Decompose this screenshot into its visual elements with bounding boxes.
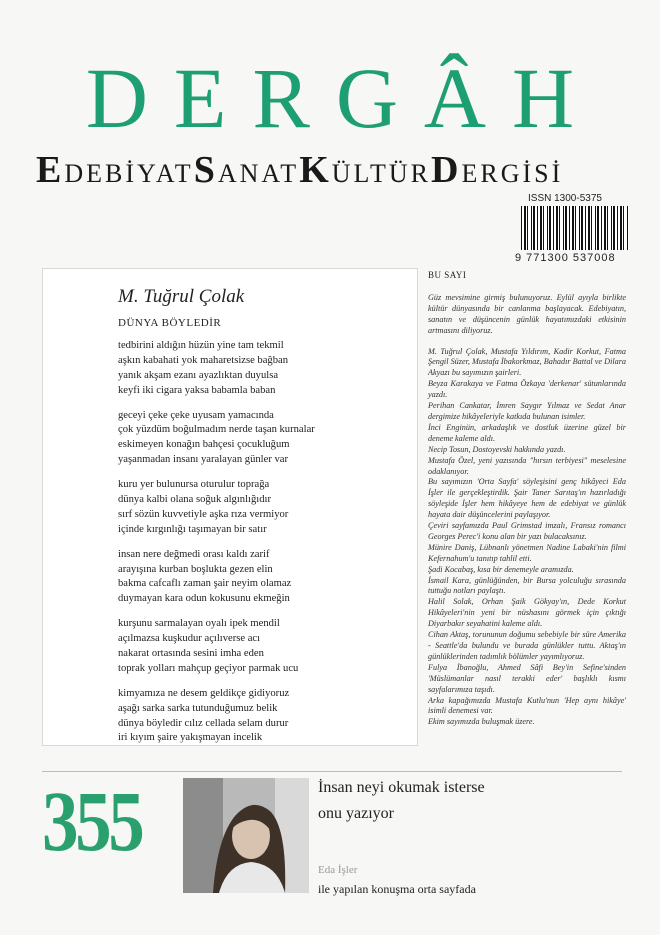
poem-line: çok yüzdüm boğulmadım nerde taşan kurnalar <box>118 424 315 436</box>
contents-item: Arka kapağımızda Mustafa Kutlu'nun 'Hep aynı hikâye' isimli denemesi var. <box>428 695 626 716</box>
contents-item: Halil Solak, Orhan Şaik Gökyay'ın, Dede Korkut Hikâyeleri'nin yeni bir nüshasını görmek için çıktığı Diyarbakır seyahatini kaleme aldı. <box>428 597 626 629</box>
issn-label: ISSN 1300-5375 <box>528 193 602 204</box>
subtitle-word: ANAT <box>217 159 300 188</box>
contents-list <box>428 347 626 729</box>
contents-item: Şadi Kocabaş, kısa bir denemeyle aramızda. <box>428 564 574 574</box>
poem-line: kuru yer bulunursa oturulur toprağa <box>118 479 270 491</box>
poet-name: M. Tuğrul Çolak <box>118 286 245 307</box>
contents-item: Münire Daniş, Lübnanlı yönetmen Nadine Labaki'nin filmi Kefernahum'u tanıtıp tahlil etti. <box>428 542 626 563</box>
poem-line: tedbirini aldığın hüzün yine tam tekmil <box>118 340 284 351</box>
cover-tagline: onu yazıyor <box>318 805 394 822</box>
masthead-subtitle <box>36 148 626 192</box>
poem-line: sırf sözün kuvvetiyle aşka rıza vermiyor <box>118 508 289 520</box>
poem-title: DÜNYA BÖYLEDİR <box>118 317 222 329</box>
poem-stanza <box>118 548 410 608</box>
contents-item: İsmail Kara, günlüğünden, bir Bursa yolculuğu sırasında tuttuğu notları paylaştı. <box>428 575 626 596</box>
contents-item: Mustafa Özel, yeni yazısında "hırsın terbiyesi" meselesine odaklanıyor. <box>428 455 626 476</box>
poem-line: içinde kırgınlığı taşımayan bir satır <box>118 523 267 535</box>
contents-column <box>428 270 626 728</box>
portrait-image-icon <box>183 778 309 893</box>
poem-line: eskimeyen konağın bahçesi çocukluğum <box>118 439 290 451</box>
interview-note: ile yapılan konuşma orta sayfada <box>318 882 476 896</box>
poem-line: keyfi iki cigara yaksa babamla baban <box>118 384 276 396</box>
poem-line: toprak yolları mahçup geçiyor parmak ucu <box>118 662 299 674</box>
contents-item: Beyza Karakaya ve Fatma Özkaya 'derkenar' sütunlarında yazdı. <box>428 379 626 400</box>
contents-item: Cihan Aktaş, torununun doğumu sebebiyle bir süre Amerika - Seattle'da bulundu ve burada günlükler tuttu. Aktaş'ın günlüklerinden tadımlık bölümler yayımlıyoruz. <box>428 630 626 661</box>
poem-line: arayışına kurban boşlukta gezen elin <box>118 563 273 575</box>
contents-item: Necip Tosun, Dostoyevski hakkında yazdı. <box>428 444 566 454</box>
subtitle-initial: E <box>36 149 65 191</box>
poem-line: aşkın kabahati yok maharetsizse bağban <box>118 354 289 366</box>
poem-stanza <box>118 478 410 538</box>
contents-item: Perihan Cankatar, İmren Saygır Yılmaz ve Sedat Anar dergimize hikâyeleriyle katkıda bulunan isimler. <box>428 401 626 421</box>
subtitle-initial: S <box>193 149 218 191</box>
contents-item: Çeviri sayfamızda Paul Grimstad imzalı, Fransız romancı Georges Perec'i konu alan bir yazı bulacaksınız. <box>428 521 626 541</box>
masthead-title: DERGÂH <box>85 50 601 146</box>
subtitle-word: ERGİSİ <box>461 159 564 188</box>
contents-intro: Güz mevsimine girmiş bulunuyoruz. Eylül ayıyla birlikte kültür dünyasında bir canlanma başlayacak. Edebiyatın, sanatın ve düşüncenin günlük hayatımızdaki etkisinin artmasını diliyoruz. <box>428 292 626 335</box>
subtitle-initial: K <box>299 149 332 191</box>
poem-line: insan nere değmedi orası kaldı zarif <box>118 548 270 560</box>
poem-line: açılmazsa kuşkudur açılıverse acı <box>118 633 261 645</box>
barcode-icon <box>521 206 629 250</box>
poem-stanza <box>118 687 410 747</box>
poem-line: dünya kalbi olana soğuk algınlığıdır <box>118 494 271 506</box>
subtitle-word: ÜLTÜR <box>331 159 432 188</box>
poem-body <box>118 339 410 756</box>
poem-line: dünya böyledir cılız cellada selam durur <box>118 717 289 729</box>
poem-line: yanık akşam ezanı ayazlıktan duyulsa <box>118 369 279 381</box>
poem-line: bakma cafcaflı zaman şair neyim olamaz <box>118 578 292 590</box>
poem-line: kurşunu sarmalayan oyalı ipek mendil <box>118 618 280 630</box>
divider <box>42 771 622 772</box>
issue-number: 355 <box>42 773 142 869</box>
poem-line: iri kıyım şaire yakışmayan incelik <box>118 732 263 744</box>
contents-item: M. Tuğrul Çolak, Mustafa Yıldırım, Kadir Korkut, Fatma Şengil Süzer, Mustafa İbakorkmaz, Bahadır Battal ve Dilara Akyazı bu sayımızın şairleri. <box>428 346 626 378</box>
subtitle-word: DEBİYAT <box>64 159 194 188</box>
interviewee-name: Eda İşler <box>318 864 358 876</box>
poem-line: yaşanmadan insanı yaralayan günler var <box>118 454 289 466</box>
poem-stanza <box>118 339 410 399</box>
barcode-digits: 9 771300 537008 <box>515 252 616 264</box>
contents-item: İnci Enginün, arkadaşlık ve dostluk üzerine güzel bir deneme kaleme aldı. <box>428 422 626 443</box>
author-photo <box>183 778 309 893</box>
poem-line: geceyi çeke çeke uyusam yamacında <box>118 409 274 421</box>
contents-heading: BU SAYI <box>428 270 467 280</box>
poem-stanza <box>118 617 410 677</box>
cover-tagline: İnsan neyi okumak isterse <box>318 779 485 796</box>
poem-line: aşağı sarka sarka tutunduğumuz belik <box>118 702 278 714</box>
poem-line: nakarat ortasında sesini imha eden <box>118 648 264 660</box>
subtitle-initial: D <box>431 149 462 191</box>
poem-line: duymayan kara odun kokusunu ekmeğin <box>118 593 290 605</box>
poem-stanza <box>118 409 410 469</box>
contents-item: Bu sayımızın 'Orta Sayfa' söyleşisini genç hikâyeci Eda İşler ile gerçekleştirdik. Şair Taner Sarıtaş'ın hazırladığı söyleşide İşler hem hikâyeye hem de edebiyat ve günlük hayata dair düşüncelerini paylaşıyor. <box>428 477 626 520</box>
poem-line: kimyamıza ne desem geldikçe gidiyoruz <box>118 687 290 699</box>
contents-item: Fulya İbanoğlu, Ahmed Sâfi Bey'in Sefine'sinden 'Müslümanlar nasıl terakki eder' başlıklı kısmı sayfalarımıza taşıdı. <box>428 662 626 694</box>
contents-item: Ekim sayımızda buluşmak üzere. <box>428 717 535 727</box>
